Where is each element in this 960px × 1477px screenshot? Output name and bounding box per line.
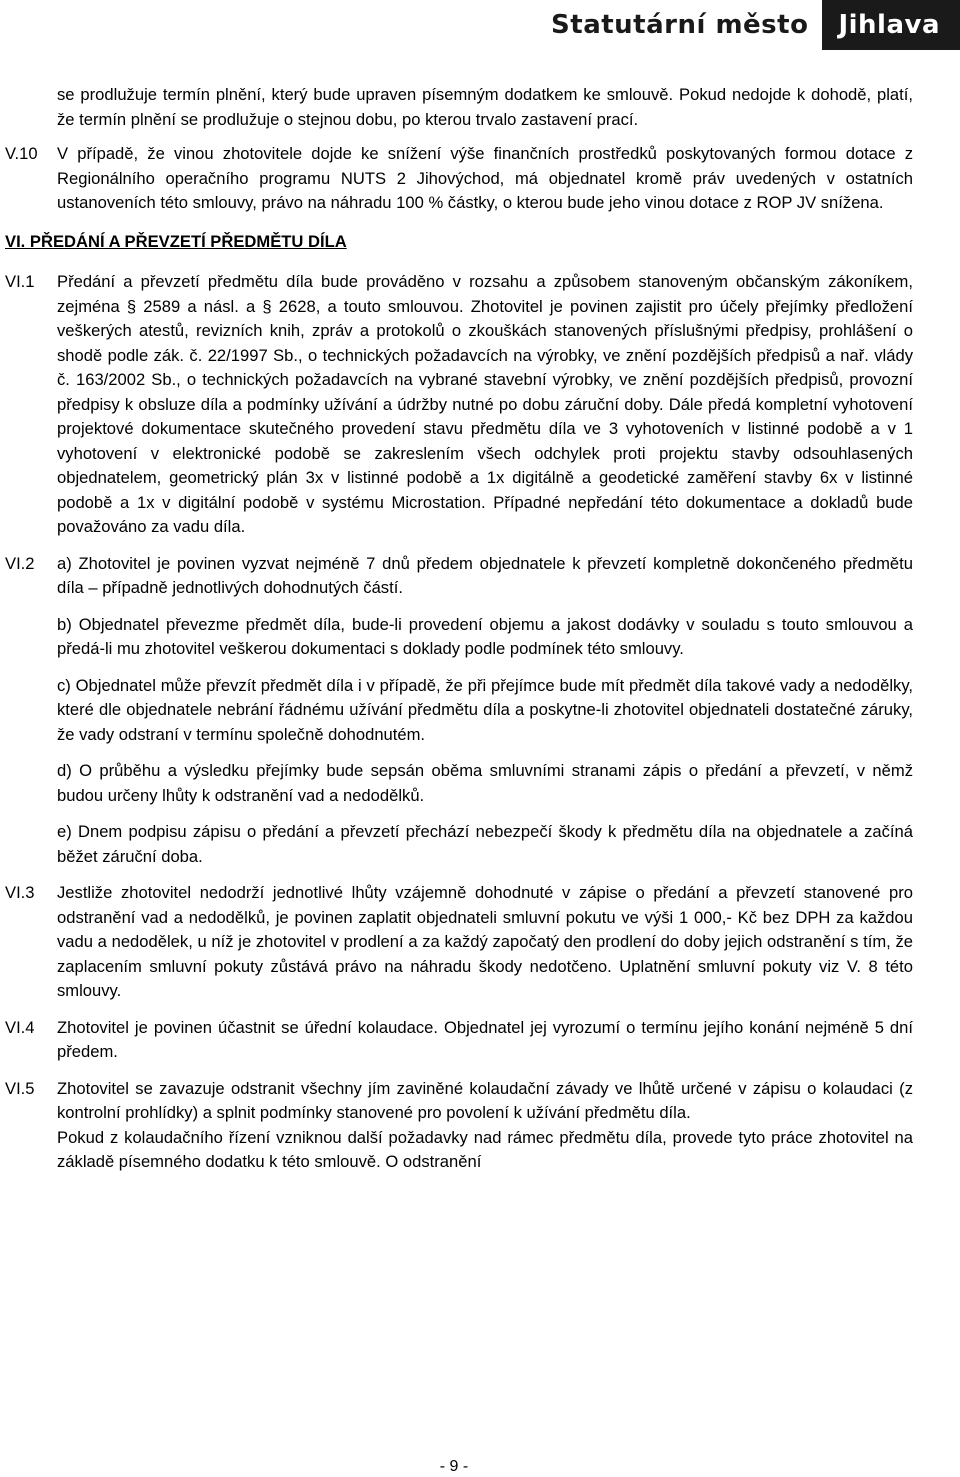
clause-text: Zhotovitel je povinen účastnit se úřední kolaudace. Objednatel jej vyrozumí o termínu jejího konání nejméně 5 dní předem.: [57, 1017, 913, 1061]
clause-vi2-b: b) Objednatel převezme předmět díla, bude-li provedení objemu a jakost dodávky v souladu s touto smlouvou a předá-li mu zhotovitel veškerou dokumentaci s doklady podle podmínek této smlouvy.: [57, 614, 913, 658]
clause-vi2-c: c) Objednatel může převzít předmět díla i v případě, že při přejímce bude mít předmět díla takové vady a nedodělky, které dle objednatele nebrání řádnému užívání předmětu díla a poskytne-li zhotovitel objednateli dostatečné záruky, že vady odstraní v termínu společně dohodnutém.: [57, 675, 913, 744]
paragraph-continuation: se prodlužuje termín plnění, který bude upraven písemným dodatkem ke smlouvě. Pokud nedojde k dohodě, platí, že termín plnění se prodlužuje o stejnou dobu, po kterou trvalo zastavení prací.: [57, 85, 913, 129]
clause-text: Předání a převzetí předmětu díla bude prováděno v rozsahu a způsobem stanoveným občanským zákoníkem, zejména § 2589 a násl. a § 2628, a touto smlouvou. Zhotovitel je povinen zajistit pro účely přejímky předložení veškerých atestů, revizních knih, zpráv a protokolů o zkouškách stanovených příslušnými předpisy, prohlášení o shodě podle zák. č. 22/1997 Sb., o technických požadavcích na výrobky, ve znění pozdějších předpisů a nař. vlády č. 163/2002 Sb., o technických požadavcích na vybrané stavební výrobky, ve znění pozdějších předpisů, provozní předpisy k obsluze díla a podmínky užívání a údržby nutné po dobu záruční doby. Dále předá kompletní vyhotovení projektové dokumentace skutečného provedení stavu předmětu díla ve 3 vyhotoveních v listinné podobě a v 1 vyhotovení v elektronické podobě se zakreslením všech odchylek proti projektu stavby odsouhlasených objednatelem, geometrický plán 3x v listinné podobě a 1x digitálně a geodetické zaměření stavby 6x v listinné podobě a 1x v digitální podobě v systému Microstation. Případné nepředání této dokumentace a dokladů bude považováno za vadu díla.: [57, 272, 913, 536]
clause-number: VI.2: [5, 553, 35, 573]
logo-text-statutarni-mesto: Statutární město: [551, 10, 809, 40]
section-heading: VI. PŘEDÁNÍ A PŘEVZETÍ PŘEDMĚTU DÍLA: [5, 231, 347, 251]
clause-vi5: [5, 1077, 913, 1175]
clause-vi2-d: d) O průběhu a výsledku přejímky bude sepsán oběma smluvními stranami zápis o předání a převzetí, v němž budou určeny lhůty k odstranění vad a nedodělků.: [57, 761, 913, 805]
document-body: [5, 83, 913, 1175]
clause-number: V.10: [5, 144, 38, 163]
page-number: - 9 -: [439, 1458, 469, 1475]
clause-vi4: [5, 1016, 913, 1065]
header-logo: [551, 0, 960, 50]
clause-number: VI.3: [5, 883, 35, 902]
clause-vi1: [5, 270, 913, 540]
clause-v10: [5, 142, 913, 216]
clause-number: VI.1: [5, 272, 35, 291]
clause-text: Jestliže zhotovitel nedodrží jednotlivé lhůty vzájemně dohodnuté v zápise o předání a převzetí stanovené pro odstranění vad a nedodělků, je povinen zaplatit objednateli smluvní pokutu ve výši 1 000,- Kč bez DPH za každou vadu a nedodělek, u níž je zhotovitel v prodlení a za každý započatý den prodlení do doby jejich odstranění s tím, že zaplacením smluvní pokuty zůstává právo na náhradu škody nedotčeno. Uplatnění smluvní pokuty viz V. 8 této smlouvy.: [57, 883, 913, 1000]
clause-vi2: [5, 552, 913, 601]
clause-number: VI.4: [5, 1017, 35, 1037]
clause-text: V případě, že vinou zhotovitele dojde ke snížení výše finančních prostředků poskytovaných formou dotace z Regionálního operačního programu NUTS 2 Jihovýchod, má objednatel kromě práv uvedených v ostatních ustanoveních této smlouvy, právo na náhradu 100 % částky, o kterou bude jeho vinou dotace z ROP JV snížena.: [57, 144, 913, 212]
clause-vi2-e: e) Dnem podpisu zápisu o předání a převzetí přechází nebezpečí škody k předmětu díla na objednatele a začíná běžet záruční doba.: [57, 822, 913, 866]
clause-text-part2: Pokud z kolaudačního řízení vzniknou další požadavky nad rámec předmětu díla, provede tyto práce zhotovitel na základě písemného dodatku k této smlouvě. O odstranění: [57, 1127, 913, 1171]
clause-text-a: a) Zhotovitel je povinen vyzvat nejméně 7 dnů předem objednatele k převzetí kompletně dokončeného předmětu díla – případně jednotlivých dohodnutých částí.: [57, 553, 913, 597]
clause-number: VI.5: [5, 1078, 35, 1098]
logo-text-jihlava: Jihlava: [822, 0, 960, 50]
clause-vi3: [5, 881, 913, 1004]
clause-text-part1: Zhotovitel se zavazuje odstranit všechny jím zaviněné kolaudační závady ve lhůtě určené v zápisu o kolaudaci (z kontrolní prohlídky) a splnit podmínky stanovené pro povolení k užívání předmětu díla.: [57, 1078, 913, 1122]
clause-text: [57, 1077, 913, 1175]
